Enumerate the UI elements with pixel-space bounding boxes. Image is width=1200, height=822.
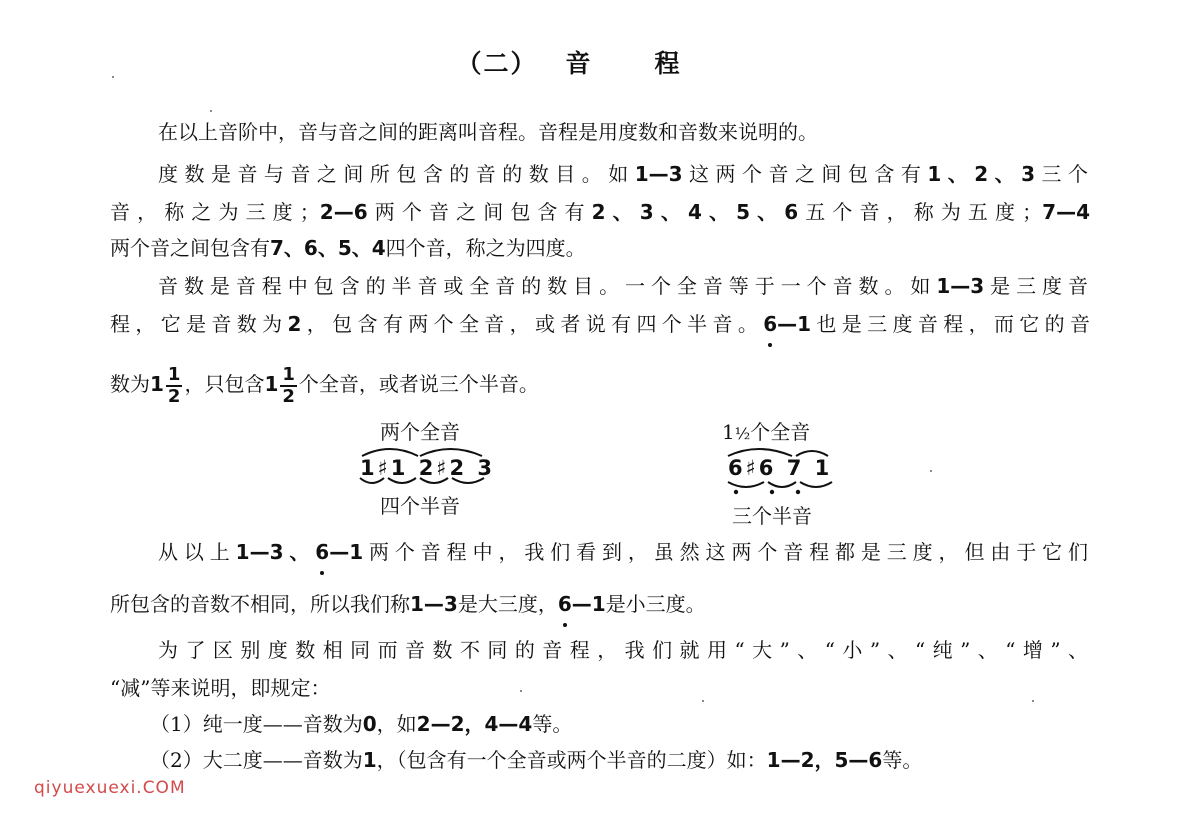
notes: 7、6、5、4 — [270, 236, 386, 260]
rule-2 — [150, 746, 1090, 774]
fraction-numerator: 1 — [167, 363, 181, 385]
notes: 1、2、3 — [927, 162, 1036, 186]
text: 音数是音程中包含的半音或全音的数目。一个全音等于一个音数。如 — [158, 274, 937, 298]
fraction-numerator: 1 — [282, 363, 295, 385]
text: 两个音程中，我们看到，虽然这两个音程都是三度，但由于它们 — [363, 540, 1088, 564]
text: （2）大二度——音数为 — [150, 748, 363, 772]
interval-diagram-major-third — [350, 412, 510, 522]
paragraph-3-line-2 — [110, 310, 1090, 338]
site-watermark: qiyuexuexi.COM — [34, 778, 186, 798]
paragraph-4-line-1 — [158, 538, 1088, 566]
number: 0 — [362, 712, 377, 736]
scan-speck — [1032, 700, 1034, 702]
low-note: 6 — [315, 540, 330, 564]
text: 程，它是音数为 — [110, 312, 288, 336]
scan-speck — [112, 76, 114, 78]
diagram-bottom-label: 四个半音 — [380, 494, 460, 518]
text: 是小三度。 — [605, 592, 706, 616]
diagram-top-label: 两个全音 — [380, 420, 460, 444]
fraction-one-half — [280, 365, 297, 407]
diagram-notes: 6♯6 7 1 — [728, 456, 833, 480]
number: 2 — [287, 312, 302, 336]
fraction-denominator: 2 — [167, 385, 181, 407]
text: 五个音，称为五度； — [798, 200, 1043, 224]
fraction: ½ — [734, 424, 751, 443]
text: 从以上 — [158, 540, 236, 564]
text: 度数是音与音之间所包含的音的数目。如 — [158, 162, 635, 186]
text: ，包含有两个全音，或者说有四个半音。 — [301, 312, 764, 336]
low-note: 6 — [763, 312, 778, 336]
text: 个全音，或者说三个半音。 — [298, 372, 539, 396]
text: 数为 — [110, 372, 150, 396]
interval: —1 — [329, 540, 364, 564]
paragraph-3-line-1 — [158, 272, 1088, 300]
rule-1 — [150, 710, 1080, 738]
interval-diagram-minor-third — [718, 412, 878, 530]
text: 三个 — [1035, 162, 1089, 186]
text: ，只包含 — [184, 372, 265, 396]
fraction-whole: 1 — [150, 372, 164, 396]
fraction-one-half — [166, 365, 183, 407]
scan-speck — [930, 470, 932, 472]
interval: 7—4 — [1042, 200, 1090, 224]
fraction-denominator: 2 — [282, 385, 295, 407]
scan-speck — [702, 700, 704, 702]
paragraph-1 — [158, 118, 1088, 146]
paragraph-2-line-1 — [158, 160, 1088, 188]
fraction-whole: 1 — [264, 372, 279, 396]
scan-speck — [210, 110, 212, 112]
text: 两个音之间包含有 — [367, 200, 592, 224]
text: （1）纯一度——音数为 — [150, 712, 363, 736]
intervals: 2—2，4—4 — [416, 712, 533, 736]
paragraph-text: 在以上音阶中，音与音之间的距离叫音程。音程是用度数和音数来说明的。 — [158, 120, 818, 144]
text: 音，称之为三度； — [110, 200, 320, 224]
text: 等。 — [882, 748, 923, 772]
interval: 1—3 — [634, 162, 683, 186]
text: 所包含的音数不相同，所以我们称 — [110, 592, 410, 616]
paragraph-5-line-2 — [110, 674, 1090, 702]
section-number: （二） — [456, 49, 538, 78]
text: 是三度音 — [984, 274, 1089, 298]
intervals: 1—2，5—6 — [766, 748, 883, 772]
paragraph-2-line-2 — [110, 198, 1090, 226]
number: 1 — [362, 748, 377, 772]
interval: —1 — [777, 312, 812, 336]
text: ，如 — [376, 712, 417, 736]
text: 两个音之间包含有 — [110, 236, 270, 260]
diagram-notes: 1♯1 2♯2 3 — [360, 456, 496, 480]
text: “减”等来说明，即规定： — [110, 676, 331, 700]
text: 也是三度音程，而它的音 — [811, 312, 1091, 336]
paragraph-2-line-3 — [110, 234, 1090, 262]
paragraph-5-line-1 — [158, 636, 1088, 664]
text: 是大三度， — [457, 592, 558, 616]
interval: 1—3、 — [235, 540, 316, 564]
interval: 1—3 — [410, 592, 458, 616]
diagram-bottom-label: 三个半音 — [732, 504, 812, 528]
text: 为了区别度数相同而音数不同的音程，我们就用“大”、“小”、“纯”、“增”、 — [158, 638, 1088, 662]
text: ，（包含有一个全音或两个半音的二度）如： — [376, 748, 767, 772]
interval: —1 — [571, 592, 606, 616]
section-title — [0, 44, 1200, 80]
scan-speck — [520, 690, 522, 692]
paragraph-3-line-3 — [110, 364, 1090, 407]
text: 这两个音之间包含有 — [682, 162, 928, 186]
section-heading: 音程 — [565, 49, 744, 78]
text: 四个音，称之为四度。 — [385, 236, 586, 260]
notes: 2、3、4、5、6 — [591, 200, 799, 224]
low-note: 6 — [557, 592, 572, 616]
paragraph-4-line-2 — [110, 590, 1090, 618]
text: 等。 — [532, 712, 573, 736]
fraction-whole: 1 — [722, 420, 735, 444]
interval: 2—6 — [319, 200, 368, 224]
interval: 1—3 — [936, 274, 985, 298]
text: 个全音 — [750, 420, 811, 444]
